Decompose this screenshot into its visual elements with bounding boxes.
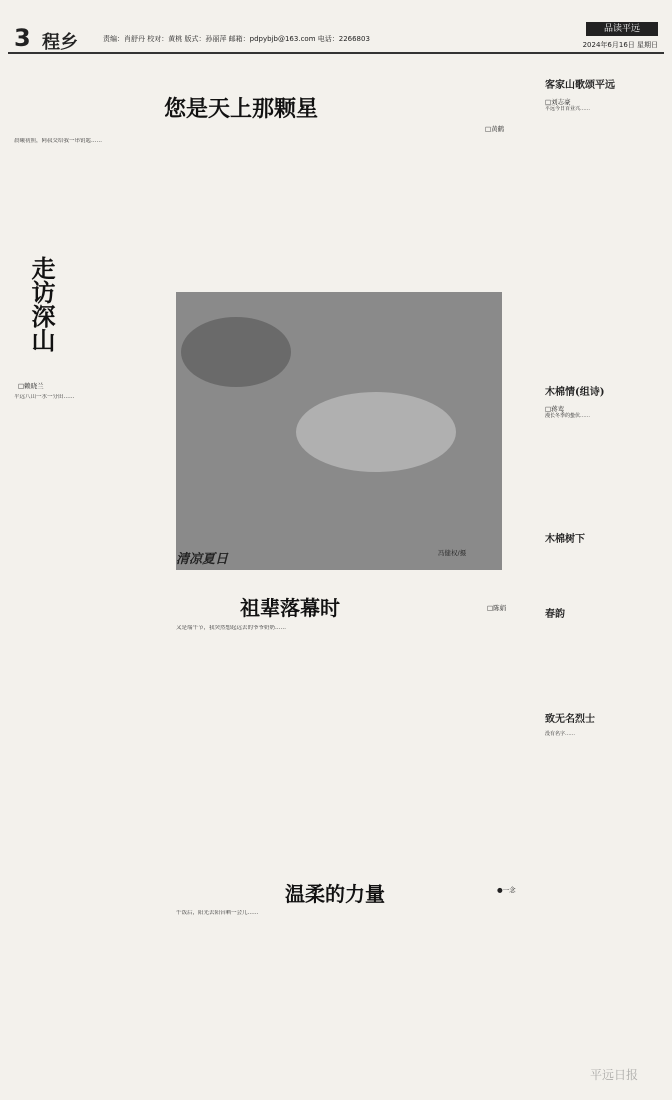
poem-title: 致无名烈士 (545, 714, 595, 725)
right-sidebar (545, 70, 660, 1050)
page-header (8, 16, 664, 54)
brand-badge: 品读平远 (586, 22, 658, 36)
poem-byline: □刘志豪 (545, 98, 571, 106)
article-title: 您是天上那颗星 (164, 97, 319, 122)
poem-body: 没有名字…… (545, 731, 576, 737)
article-byline: ●一念 (497, 886, 516, 894)
poem-body: 平远今日百业兴…… (545, 106, 591, 112)
photo-credit: 冯健权/摄 (438, 549, 467, 557)
stream-rocks-image (176, 292, 502, 570)
article-body: 晨曦初照，阿叔交给我一串钥匙…… (14, 138, 103, 144)
section-title: 程乡 (42, 32, 78, 53)
article-byline: □赖晓兰 (18, 382, 44, 390)
article-body: 又是端午节，我突然想起远去的爷爷奶奶…… (176, 625, 287, 631)
article-byline: □陈娟 (487, 604, 507, 612)
article-byline: □黄鹤 (485, 125, 505, 133)
photo-caption: 清凉夏日 (176, 552, 229, 567)
article-title: 温柔的力量 (285, 882, 385, 906)
editorial-meta: 责编：肖舒丹 校对：黄桃 版式：孙丽萍 邮箱：pdpybjb@163.com 电话：2266803 (103, 35, 370, 43)
page-number: 3 (14, 24, 31, 52)
article-title: 祖辈落幕时 (240, 596, 340, 620)
poem-subtitle: 春韵 (545, 609, 565, 620)
article-body: 平远八山一水一分田…… (14, 394, 75, 400)
article-title: 走访深山 (27, 256, 55, 352)
poem-title: 客家山歌颂平远 (545, 80, 615, 91)
poem-subtitle: 木棉树下 (545, 534, 585, 545)
photo (176, 292, 502, 570)
issue-date: 2024年6月16日 星期日 (582, 41, 658, 49)
article-body: 午饭后，阳光去阳台晒一会儿…… (176, 910, 259, 916)
poem-body: 漫长冬季的蛰伏…… (545, 413, 591, 419)
poem-title: 木棉情(组诗) (545, 387, 605, 398)
poem-byline: □蒋鸾 (545, 405, 565, 413)
watermark: 平远日报 (590, 1068, 639, 1082)
